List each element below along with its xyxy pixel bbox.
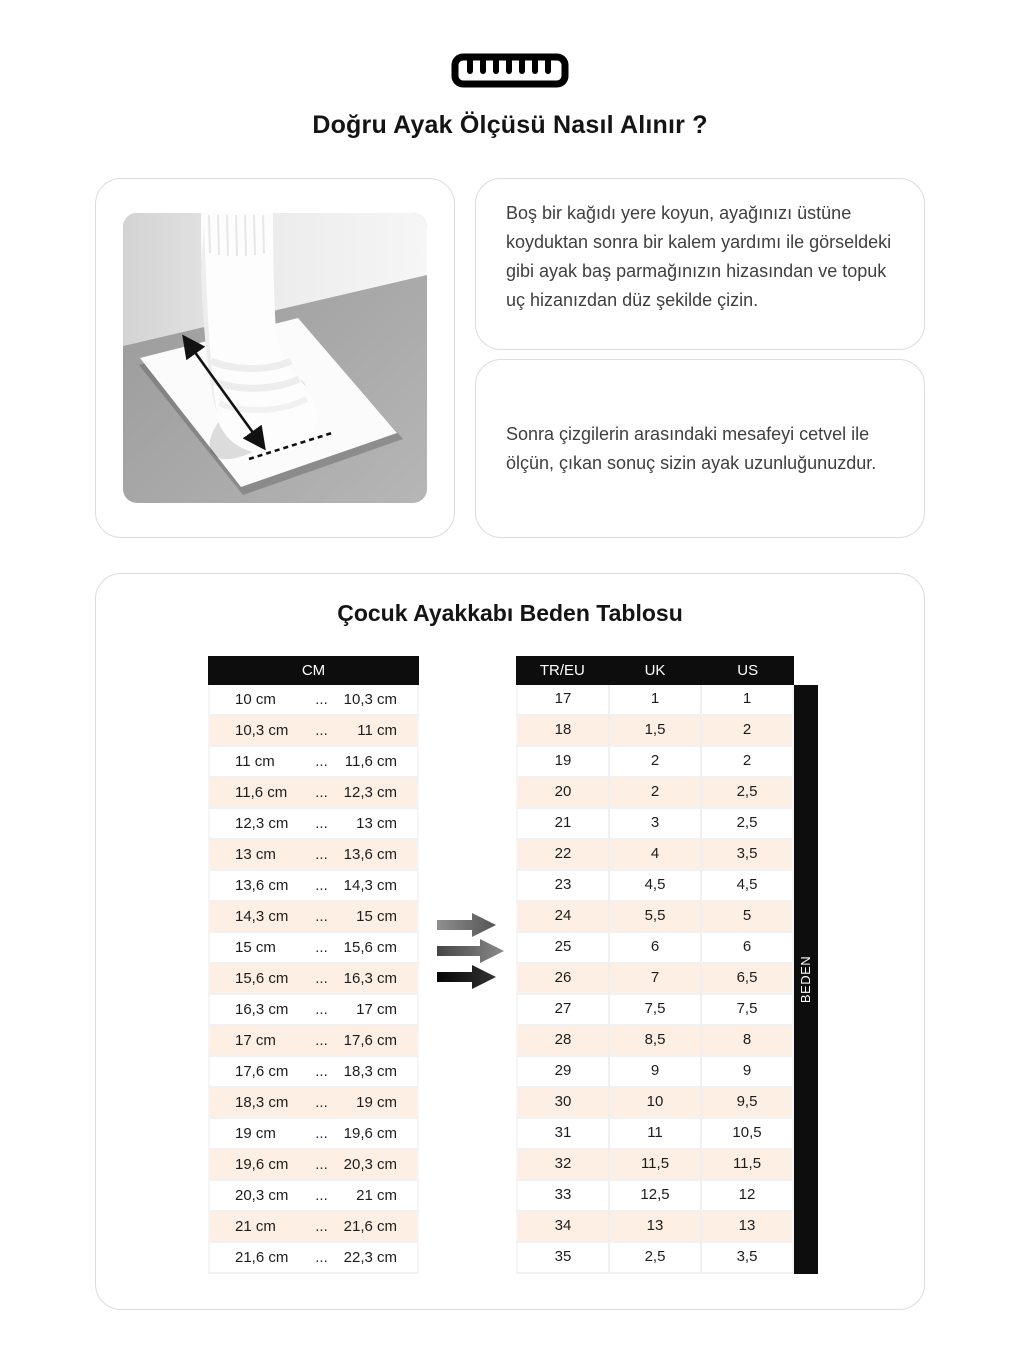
size-cell-uk: 3	[608, 809, 700, 838]
cm-table-row	[208, 1243, 419, 1274]
sizes-table-body	[516, 685, 794, 1274]
size-cell-uk: 2,5	[608, 1243, 700, 1272]
instruction-card-2	[475, 359, 925, 538]
intro-section	[95, 178, 925, 538]
size-table-row	[516, 840, 794, 871]
cm-range-separator: ...	[315, 1187, 328, 1204]
size-table-row	[516, 685, 794, 716]
size-cell-tr-eu: 17	[554, 690, 572, 707]
size-cell-us: 2	[700, 716, 792, 745]
cm-table-row	[208, 964, 419, 995]
cm-range-from: 15,6 cm	[235, 970, 289, 987]
cm-table-row	[208, 1026, 419, 1057]
cm-range-from: 13 cm	[235, 846, 276, 863]
size-table-row	[516, 716, 794, 747]
size-table-row	[516, 1181, 794, 1212]
cm-range-to: 18,3 cm	[343, 1063, 397, 1080]
size-cell-tr-eu: 22	[554, 845, 572, 862]
cm-range-separator: ...	[315, 1001, 328, 1018]
size-cell-uk: 1	[608, 685, 700, 714]
size-cell-tr-eu: 28	[554, 1031, 572, 1048]
cm-table-row	[208, 1057, 419, 1088]
size-cell-uk: 8,5	[608, 1026, 700, 1055]
size-cell-tr-eu: 30	[554, 1093, 572, 1110]
size-cell-us: 6,5	[700, 964, 792, 993]
size-cell-uk: 11	[608, 1119, 700, 1148]
cm-range-separator: ...	[315, 846, 328, 863]
page-title: Doğru Ayak Ölçüsü Nasıl Alınır ?	[312, 111, 708, 139]
cm-table-row	[208, 1212, 419, 1243]
cm-range-from: 11,6 cm	[235, 784, 288, 801]
size-cell-tr-eu: 23	[554, 876, 572, 893]
cm-range-to: 21 cm	[356, 1187, 397, 1204]
cm-range-to: 21,6 cm	[343, 1218, 397, 1235]
size-cell-tr-eu: 19	[554, 752, 572, 769]
cm-range-from: 17 cm	[235, 1032, 276, 1049]
cm-range-separator: ...	[315, 970, 328, 987]
size-table-card	[95, 573, 925, 1310]
ruler-icon	[450, 50, 570, 90]
size-cell-uk: 7	[608, 964, 700, 993]
cm-range-to: 20,3 cm	[343, 1156, 397, 1173]
header-tr-eu: TR/EU	[539, 662, 585, 679]
size-cell-tr-eu: 33	[554, 1186, 572, 1203]
cm-range-separator: ...	[315, 784, 328, 801]
size-table-row	[516, 747, 794, 778]
size-cell-tr-eu: 34	[554, 1217, 572, 1234]
cm-range-separator: ...	[315, 753, 328, 770]
header-uk: UK	[644, 662, 666, 679]
size-cell-tr-eu: 20	[554, 783, 572, 800]
size-cell-us: 12	[700, 1181, 792, 1210]
cm-table-header: CM	[208, 656, 419, 685]
cm-table	[208, 656, 419, 1274]
size-cell-uk: 2	[608, 747, 700, 776]
size-table-row	[516, 809, 794, 840]
sizes-table	[516, 656, 794, 1274]
cm-range-separator: ...	[315, 1125, 328, 1142]
cm-range-from: 19 cm	[235, 1125, 276, 1142]
size-cell-uk: 4	[608, 840, 700, 869]
cm-range-separator: ...	[315, 939, 328, 956]
cm-range-to: 15 cm	[356, 908, 397, 925]
size-cell-uk: 1,5	[608, 716, 700, 745]
cm-range-to: 12,3 cm	[343, 784, 397, 801]
cm-range-to: 16,3 cm	[343, 970, 397, 987]
cm-range-separator: ...	[315, 691, 328, 708]
cm-table-row	[208, 1088, 419, 1119]
instruction-step-1: Boş bir kağıdı yere koyun, ayağınızı üstüne koyduktan sonra bir kalem yardımı ile görseldeki gibi ayak baş parmağınızın hizasından ve topuk uç hizanızdan düz şekilde çizin.	[506, 203, 892, 310]
instruction-cards	[475, 178, 925, 538]
cm-range-separator: ...	[315, 1249, 328, 1266]
cm-range-to: 13,6 cm	[343, 846, 397, 863]
size-cell-uk: 11,5	[608, 1150, 700, 1179]
size-cell-uk: 12,5	[608, 1181, 700, 1210]
size-table-row	[516, 1212, 794, 1243]
size-cell-us: 3,5	[700, 1243, 792, 1272]
cm-range-separator: ...	[315, 908, 328, 925]
size-cell-us: 2,5	[700, 778, 792, 807]
instruction-card-1	[475, 178, 925, 350]
cm-range-separator: ...	[315, 1094, 328, 1111]
size-cell-us: 9,5	[700, 1088, 792, 1117]
size-cell-uk: 7,5	[608, 995, 700, 1024]
cm-range-separator: ...	[315, 722, 328, 739]
size-cell-us: 11,5	[700, 1150, 792, 1179]
size-table-row	[516, 995, 794, 1026]
cm-table-row	[208, 902, 419, 933]
size-table-title: Çocuk Ayakkabı Beden Tablosu	[337, 600, 683, 626]
cm-table-row	[208, 747, 419, 778]
cm-range-separator: ...	[315, 1032, 328, 1049]
foot-measurement-photo	[123, 213, 427, 503]
size-cell-tr-eu: 26	[554, 969, 572, 986]
size-table-row	[516, 1119, 794, 1150]
size-table-row	[516, 964, 794, 995]
size-cell-tr-eu: 21	[554, 814, 572, 831]
cm-table-row	[208, 716, 419, 747]
size-cell-us: 2,5	[700, 809, 792, 838]
cm-range-from: 19,6 cm	[235, 1156, 289, 1173]
cm-table-row	[208, 840, 419, 871]
size-cell-tr-eu: 27	[554, 1000, 572, 1017]
size-cell-uk: 5,5	[608, 902, 700, 931]
cm-range-from: 14,3 cm	[235, 908, 289, 925]
foot-photo-card	[95, 178, 455, 538]
cm-range-from: 15 cm	[235, 939, 276, 956]
cm-range-from: 13,6 cm	[235, 877, 289, 894]
size-cell-tr-eu: 29	[554, 1062, 572, 1079]
cm-range-from: 16,3 cm	[235, 1001, 289, 1018]
cm-table-row	[208, 809, 419, 840]
size-cell-tr-eu: 31	[554, 1124, 572, 1141]
cm-range-to: 10,3 cm	[343, 691, 397, 708]
size-cell-uk: 4,5	[608, 871, 700, 900]
size-cell-tr-eu: 25	[554, 938, 572, 955]
cm-range-to: 19,6 cm	[343, 1125, 397, 1142]
cm-range-from: 21,6 cm	[235, 1249, 289, 1266]
size-cell-us: 1	[700, 685, 792, 714]
cm-table-row	[208, 995, 419, 1026]
beden-side-bar	[794, 685, 818, 1274]
transfer-arrows-icon	[436, 910, 506, 992]
cm-range-to: 19 cm	[356, 1094, 397, 1111]
sizes-table-header	[516, 656, 794, 685]
cm-table-row	[208, 1150, 419, 1181]
size-cell-uk: 10	[608, 1088, 700, 1117]
cm-range-separator: ...	[315, 1156, 328, 1173]
size-table-row	[516, 902, 794, 933]
size-table-row	[516, 1150, 794, 1181]
cm-range-to: 11 cm	[357, 722, 397, 739]
cm-range-separator: ...	[315, 1218, 328, 1235]
size-table-row	[516, 1057, 794, 1088]
size-table-row	[516, 871, 794, 902]
beden-label: BEDEN	[798, 955, 814, 1004]
cm-range-to: 22,3 cm	[343, 1249, 397, 1266]
cm-range-from: 11 cm	[235, 753, 275, 770]
cm-range-separator: ...	[315, 877, 328, 894]
size-cell-uk: 6	[608, 933, 700, 962]
size-cell-us: 13	[700, 1212, 792, 1241]
size-table-row	[516, 1243, 794, 1274]
size-cell-us: 2	[700, 747, 792, 776]
size-cell-uk: 9	[608, 1057, 700, 1086]
header-us: US	[737, 662, 759, 679]
size-cell-us: 4,5	[700, 871, 792, 900]
cm-table-row	[208, 871, 419, 902]
cm-range-to: 11,6 cm	[344, 753, 397, 770]
size-table-row	[516, 933, 794, 964]
size-cell-uk: 13	[608, 1212, 700, 1241]
cm-range-from: 17,6 cm	[235, 1063, 289, 1080]
size-cell-us: 7,5	[700, 995, 792, 1024]
cm-range-from: 12,3 cm	[235, 815, 289, 832]
cm-range-from: 10,3 cm	[235, 722, 289, 739]
size-cell-us: 3,5	[700, 840, 792, 869]
cm-range-separator: ...	[315, 815, 328, 832]
size-cell-tr-eu: 32	[554, 1155, 572, 1172]
cm-table-row	[208, 933, 419, 964]
cm-range-from: 21 cm	[235, 1218, 276, 1235]
cm-range-to: 13 cm	[356, 815, 397, 832]
cm-table-row	[208, 1119, 419, 1150]
size-cell-tr-eu: 35	[554, 1248, 572, 1265]
cm-range-to: 17 cm	[356, 1001, 397, 1018]
cm-range-to: 15,6 cm	[343, 939, 397, 956]
cm-range-separator: ...	[315, 1063, 328, 1080]
size-cell-us: 10,5	[700, 1119, 792, 1148]
size-table-row	[516, 1026, 794, 1057]
size-cell-tr-eu: 24	[554, 907, 572, 924]
instruction-step-2: Sonra çizgilerin arasındaki mesafeyi cetvel ile ölçün, çıkan sonuç sizin ayak uzunluğunuzdur.	[506, 423, 877, 473]
cm-range-to: 17,6 cm	[343, 1032, 397, 1049]
size-cell-us: 9	[700, 1057, 792, 1086]
cm-table-row	[208, 1181, 419, 1212]
cm-range-from: 18,3 cm	[235, 1094, 289, 1111]
cm-range-to: 14,3 cm	[343, 877, 397, 894]
size-cell-us: 5	[700, 902, 792, 931]
size-table-row	[516, 778, 794, 809]
cm-range-from: 10 cm	[235, 691, 276, 708]
cm-range-from: 20,3 cm	[235, 1187, 289, 1204]
hero-section	[0, 0, 1020, 140]
size-cell-us: 6	[700, 933, 792, 962]
cm-table-body	[208, 685, 419, 1274]
size-cell-us: 8	[700, 1026, 792, 1055]
size-cell-tr-eu: 18	[554, 721, 572, 738]
cm-table-row	[208, 685, 419, 716]
size-table-row	[516, 1088, 794, 1119]
cm-table-row	[208, 778, 419, 809]
size-cell-uk: 2	[608, 778, 700, 807]
